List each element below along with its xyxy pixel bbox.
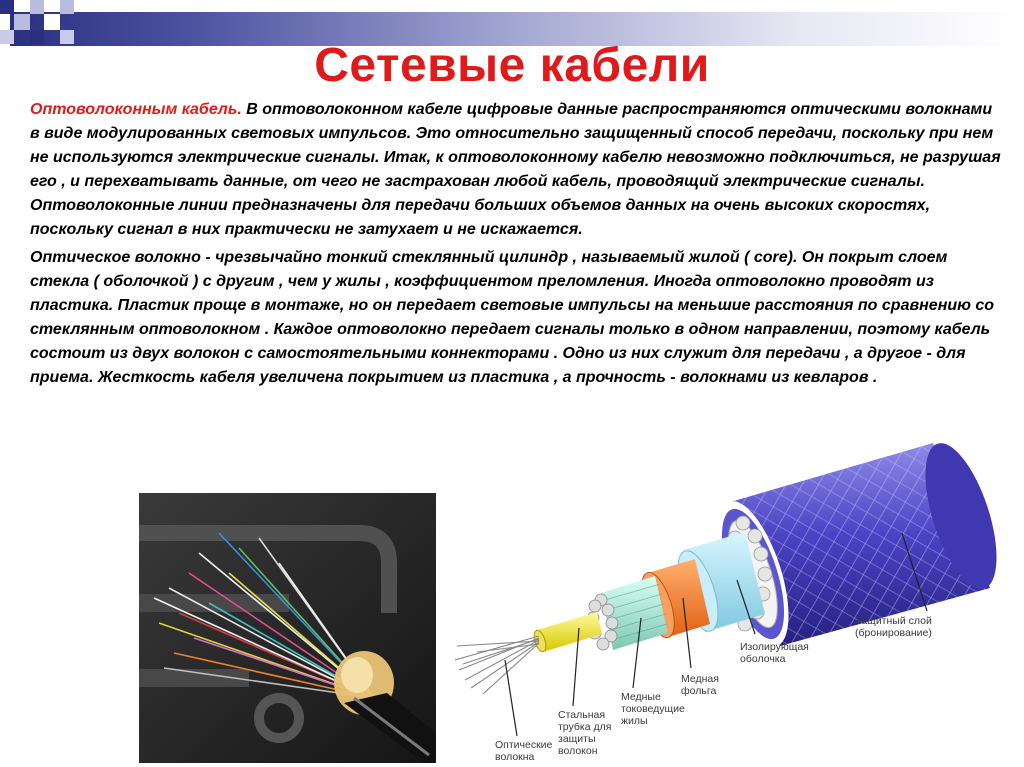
decor-square [30,0,44,14]
slide-title: Сетевые кабели [314,39,710,92]
label-steel-tube: Стальная трубка для защиты волокон [558,709,612,757]
decor-square [14,14,30,30]
leader-line-fibers [505,660,517,736]
decor-square [60,0,74,14]
optical-fibers [455,636,539,694]
copper-wires-bundle [587,576,668,650]
steel-tube [532,612,602,653]
label-optical-fibers: Оптические волокна [495,739,553,763]
paragraph-text: Оптическое волокно - чрезвычайно тонкий стеклянный цилиндр , называемый жилой ( core). Он покрыт слоем стекла ( оболочкой ) с другим , чем у жилы , коэффициентом преломления. Иногда оптоволокно проводят из пластика. Пластик проще в монтаже, но он передает световые импульсы на меньшие расстояния по сравнению со стеклянным оптоволокном . Каждое оптоволокно передает сигналы только в одном направлении, поэтому кабель состоит из двух волокон с самостоятельными коннекторами . Одно из них служит для передачи , а другое - для приема. Жесткость кабеля увеличена покрытием из пластика , а прочность - волокнами из кевларов . [30,249,995,386]
fiber-bundle-photo [139,493,436,763]
paragraph-optical-fiber [30,246,1005,390]
label-copper-wires: Медные токоведущие жилы [621,691,685,727]
label-insulation: Изолирующая оболочка [740,641,809,665]
decor-square [0,0,14,14]
lead-term: Оптоволоконным кабель. [30,101,242,118]
paragraph-fiber-cable [30,98,1005,242]
cable-structure-diagram [455,428,1020,767]
body-text [30,98,1005,390]
decor-square [44,14,60,30]
label-copper-foil: Медная фольга [681,673,719,697]
paragraph-text: В оптоволоконном кабеле цифровые данные распространяются оптическими волокнами в виде модулированных световых импульсов. Это относительно защищенный способ передачи, поскольку при нем не используются электрические сигналы. Итак, к оптоволоконному кабелю невозможно подключиться, не разрушая его , и перехватывать данные, от чего не застрахован любой кабель, проводящий электрические сигналы. Оптоволоконные линии предназначены для передачи больших объемов данных на очень высоких скоростях, поскольку сигнал в них практически не затухает и не искажается. [30,101,1001,238]
label-armor: Защитный слой (бронирование) [855,615,932,639]
